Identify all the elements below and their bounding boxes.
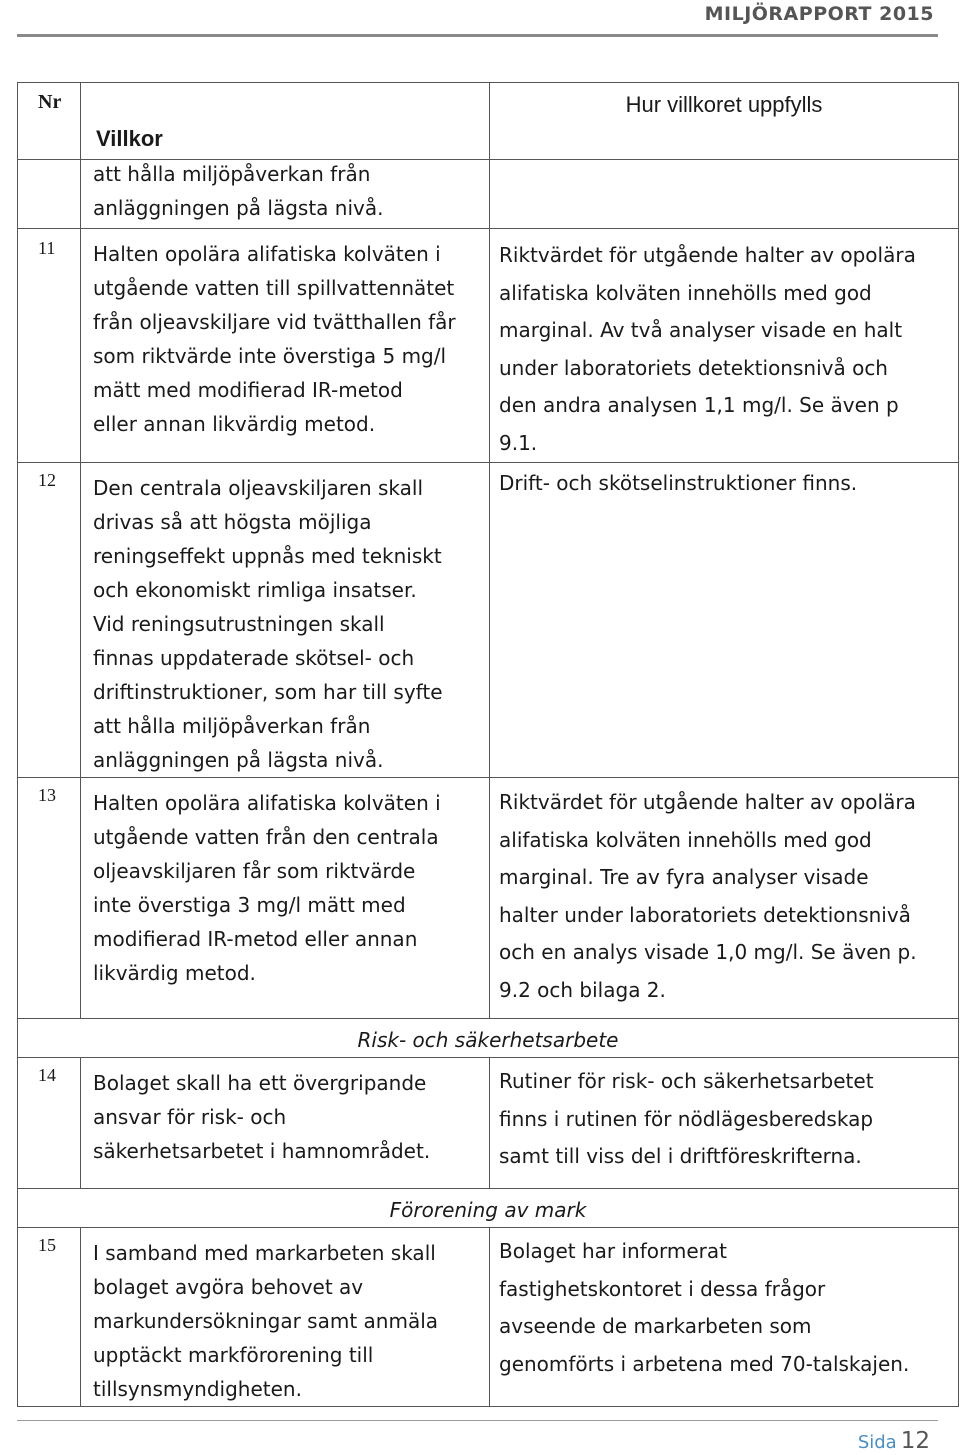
row-12-villkor-cell	[18, 463, 490, 778]
row-15-villkor-cell	[18, 1228, 490, 1407]
continuation-villkor-cell	[18, 160, 490, 229]
conditions-table	[17, 82, 959, 1407]
section-mark-heading: Förorening av mark	[18, 1189, 959, 1228]
header-divider	[17, 34, 938, 37]
row-12-number: 12	[38, 470, 56, 490]
row-12-hur-text: Drift- och skötselinstruktioner finns.	[499, 471, 858, 495]
col-header-nr-label: Nr	[38, 91, 62, 113]
table-row-15	[18, 1228, 959, 1407]
row-11-villkor-text: Halten opolära alifatiska kolväten i utgående vatten till spillvattennätet från oljeavskiljare vid tvätthallen får som riktvärde inte överstiga 5 mg/l mätt med modifierad IR-metod eller annan likvärdig metod.	[93, 242, 456, 436]
row-11-number: 11	[38, 238, 56, 258]
row-13-villkor-cell	[18, 778, 490, 1019]
table-row-13	[18, 778, 959, 1019]
col-header-hur: Hur villkoret uppfylls	[490, 83, 959, 160]
row-11-villkor-cell	[18, 229, 490, 463]
row-12-hur-cell	[490, 463, 959, 778]
continuation-villkor-text: att hålla miljöpåverkan från anläggningen på lägsta nivå.	[93, 162, 384, 220]
footer-divider	[17, 1420, 938, 1421]
col-header-nr	[18, 83, 490, 160]
page-number: 12	[900, 1428, 930, 1454]
section-row-risk	[18, 1019, 959, 1058]
table-row-11	[18, 229, 959, 463]
row-15-number: 15	[38, 1235, 56, 1255]
table-row-continuation	[18, 160, 959, 229]
row-13-number: 13	[38, 785, 56, 805]
row-13-villkor-text: Halten opolära alifatiska kolväten i utgående vatten från den centrala oljeavskiljaren får som riktvärde inte överstiga 3 mg/l mätt med modifierad IR-metod eller annan likvärdig metod.	[93, 791, 441, 985]
row-11-hur-text: Riktvärdet för utgående halter av opolära alifatiska kolväten innehölls med god marginal. Av två analyser visade en halt under laboratoriets detektionsnivå och den andra analysen 1,1 mg/l. Se även p 9.1.	[499, 243, 916, 455]
section-row-mark	[18, 1189, 959, 1228]
row-15-hur-text: Bolaget har informerat fastighetskontoret i dessa frågor avseende de markarbeten som genomförts i arbetena med 70-talskajen.	[499, 1239, 910, 1376]
report-title: MILJÖRAPPORT 2015	[704, 3, 934, 25]
table-row-12	[18, 463, 959, 778]
table-header-row	[18, 83, 959, 160]
row-14-villkor-cell	[18, 1058, 490, 1189]
row-15-villkor-text: I samband med markarbeten skall bolaget avgöra behovet av markundersökningar samt anmäla upptäckt markförorening till tillsynsmyndigheten.	[93, 1241, 439, 1401]
row-15-hur-cell	[490, 1228, 959, 1407]
row-11-hur-cell	[490, 229, 959, 463]
row-12-villkor-text: Den centrala oljeavskiljaren skall drivas så att högsta möjliga reningseffekt uppnås med tekniskt och ekonomiskt rimliga insatser. Vid reningsutrustningen skall finnas uppdaterade skötsel- och driftinstruktioner, som har till syfte att hålla miljöpåverkan från anläggningen på lägsta nivå.	[93, 476, 443, 772]
page-label: Sida	[857, 1432, 897, 1453]
row-14-number: 14	[38, 1065, 56, 1085]
row-13-hur-cell	[490, 778, 959, 1019]
row-13-hur-text: Riktvärdet för utgående halter av opolära alifatiska kolväten innehölls med god marginal. Tre av fyra analyser visade halter under laboratoriets detektionsnivå och en analys visade 1,0 mg/l. Se även p. 9.2 och bilaga 2.	[499, 790, 917, 1002]
continuation-hur-cell	[490, 160, 959, 229]
page-footer	[858, 1428, 930, 1454]
col-header-villkor: Villkor	[96, 126, 163, 151]
section-risk-heading: Risk- och säkerhetsarbete	[18, 1019, 959, 1058]
row-14-hur-text: Rutiner för risk- och säkerhetsarbetet finns i rutinen för nödlägesberedskap samt till viss del i driftföreskrifterna.	[499, 1069, 874, 1168]
row-14-hur-cell	[490, 1058, 959, 1189]
row-14-villkor-text: Bolaget skall ha ett övergripande ansvar för risk- och säkerhetsarbetet i hamnområdet.	[93, 1071, 431, 1163]
table-row-14	[18, 1058, 959, 1189]
